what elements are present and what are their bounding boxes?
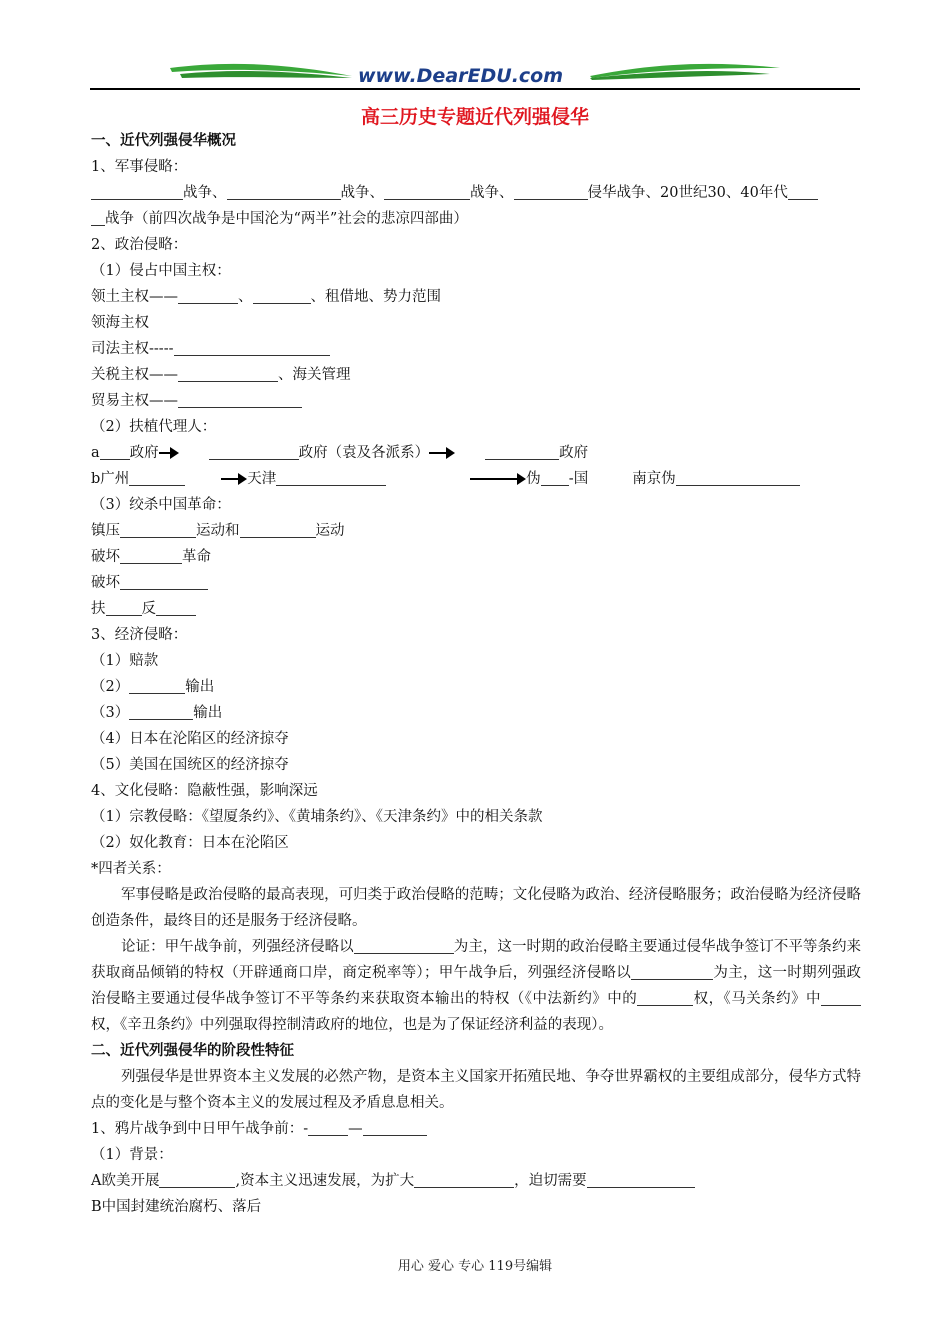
support-line: 扶 反	[91, 596, 861, 622]
blank[interactable]	[541, 469, 569, 486]
blank[interactable]	[227, 183, 341, 200]
blank[interactable]	[178, 287, 238, 304]
blank[interactable]	[637, 989, 693, 1006]
blank[interactable]	[120, 573, 208, 590]
blank[interactable]	[587, 1171, 695, 1188]
blank[interactable]	[209, 443, 299, 460]
relation-paragraph: 军事侵略是政治侵略的最高表现，可归类于政治侵略的范畴；文化侵略为政治、经济侵略服务；政治侵略为经济侵略创造条件，最终目的还是服务于经济侵略。	[91, 887, 861, 929]
blank[interactable]	[788, 183, 818, 200]
destroy-line-1: 破坏 革命	[91, 549, 211, 565]
economic-item-1: （1）赔款	[91, 653, 159, 669]
cultural-item-1: （1）宗教侵略：《望厦条约》、《黄埔条约》、《天津条约》中的相关条款	[91, 809, 543, 825]
blank[interactable]	[100, 443, 130, 460]
political-sub-3: （3）绞杀中国革命：	[91, 497, 231, 513]
dearedu-logo	[90, 56, 860, 90]
arrow-icon	[159, 446, 179, 460]
blank[interactable]	[354, 937, 454, 954]
section-2-paragraph: 列强侵华是世界资本主义发展的必然产物，是资本主义国家开拓殖民地、争夺世界霸权的主要组成部分，侵华方式特点的变化是与整个资本主义的发展过程及矛盾息息相关。	[91, 1069, 861, 1111]
blank[interactable]	[276, 469, 386, 486]
sea-line: 领海主权	[91, 315, 149, 331]
page-header	[90, 56, 860, 90]
stage-1-line: 1、鸦片战争到中日甲午战争前：- —	[91, 1116, 861, 1142]
site-name: www.DearEDU.com	[358, 65, 564, 87]
political-label: 2、政治侵略：	[91, 237, 188, 253]
blank[interactable]	[174, 339, 330, 356]
blank[interactable]	[821, 989, 861, 1006]
blank[interactable]	[240, 521, 316, 538]
blank[interactable]	[363, 1119, 427, 1136]
destroy-line-2: 破坏	[91, 570, 861, 596]
blank[interactable]	[253, 287, 311, 304]
argument-paragraph: 论证：甲午战争前，列强经济侵略以 为主，这一时期的政治侵略主要通过侵华战争签订不平等条约来获取商品倾销的特权（开辟通商口岸，商定税率等）；甲午战争后，列强经济侵略以 为主，这一时期列强政治侵略主要通过侵华战争签订不平等条约来获取资本输出的特权（《中法新约》中的 权，《马关条约》中权，《辛丑条约》中列强取得控制清政府的地位，也是为了保证经济利益的表现）。	[91, 939, 862, 1033]
section-1-heading: 一、近代列强侵华概况	[91, 133, 236, 149]
blank[interactable]	[178, 391, 302, 408]
arrow-icon	[221, 472, 247, 486]
section-2-heading: 二、近代列强侵华的阶段性特征	[91, 1043, 294, 1059]
blank[interactable]	[106, 599, 142, 616]
economic-item-3: （3） 输出	[91, 705, 223, 721]
suppress-line: 镇压 运动和 运动	[91, 523, 345, 539]
economic-item-2: （2） 输出	[91, 679, 215, 695]
blank[interactable]	[514, 183, 588, 200]
blank[interactable]	[631, 963, 713, 980]
document-title: 高三历史专题近代列强侵华	[360, 106, 589, 128]
blank[interactable]	[120, 521, 196, 538]
background-b: B中国封建统治腐朽、落后	[91, 1199, 262, 1215]
blank[interactable]	[414, 1171, 514, 1188]
blank[interactable]	[129, 677, 185, 694]
tariff-line: 关税主权—— 、海关管理	[91, 367, 351, 383]
arrow-icon	[470, 472, 526, 486]
blank[interactable]	[308, 1119, 348, 1136]
relation-label: *四者关系：	[91, 861, 171, 877]
military-line-1: 战争、 战争、 战争、 侵华战争、20世纪30、40年代	[91, 180, 861, 206]
background-label: （1）背景：	[91, 1147, 173, 1163]
economic-item-5: （5）美国在国统区的经济掠夺	[91, 757, 289, 773]
document-body	[91, 128, 861, 1220]
background-a: A欧美开展 ,资本主义迅速发展，为扩大 ，迫切需要	[91, 1168, 861, 1194]
blank[interactable]	[129, 703, 193, 720]
judicial-line: 司法主权-----	[91, 336, 861, 362]
cultural-item-2: （2）奴化教育：日本在沦陷区	[91, 835, 289, 851]
blank[interactable]	[384, 183, 470, 200]
territory-line: 领土主权—— 、 、租借地、势力范围	[91, 289, 441, 305]
blank[interactable]	[91, 183, 183, 200]
blank[interactable]	[91, 209, 105, 226]
blank[interactable]	[120, 547, 182, 564]
cultural-label: 4、文化侵略：隐蔽性强，影响深远	[91, 783, 318, 799]
economic-label: 3、经济侵略：	[91, 627, 188, 643]
blank[interactable]	[178, 365, 278, 382]
blank[interactable]	[676, 469, 800, 486]
page-footer: 用心 爱心 专心 119号编辑	[397, 1259, 553, 1274]
military-label: 1、军事侵略：	[91, 159, 188, 175]
blank[interactable]	[129, 469, 185, 486]
economic-item-4: （4）日本在沦陷区的经济掠夺	[91, 731, 289, 747]
political-sub-2: （2）扶植代理人：	[91, 419, 217, 435]
blank[interactable]	[159, 1171, 235, 1188]
political-sub-1: （1）侵占中国主权：	[91, 263, 231, 279]
header-rule	[90, 88, 860, 90]
agent-line-a: a 政府 政府（袁及各派系） 政府	[91, 445, 589, 461]
arrow-icon	[429, 446, 455, 460]
trade-line: 贸易主权——	[91, 388, 861, 414]
blank[interactable]	[485, 443, 559, 460]
blank[interactable]	[156, 599, 196, 616]
agent-line-b: b广州 天津 伪 -国 南京伪	[91, 466, 861, 492]
military-line-2: 战争（前四次战争是中国沦为“两半”社会的悲凉四部曲）	[91, 206, 861, 232]
